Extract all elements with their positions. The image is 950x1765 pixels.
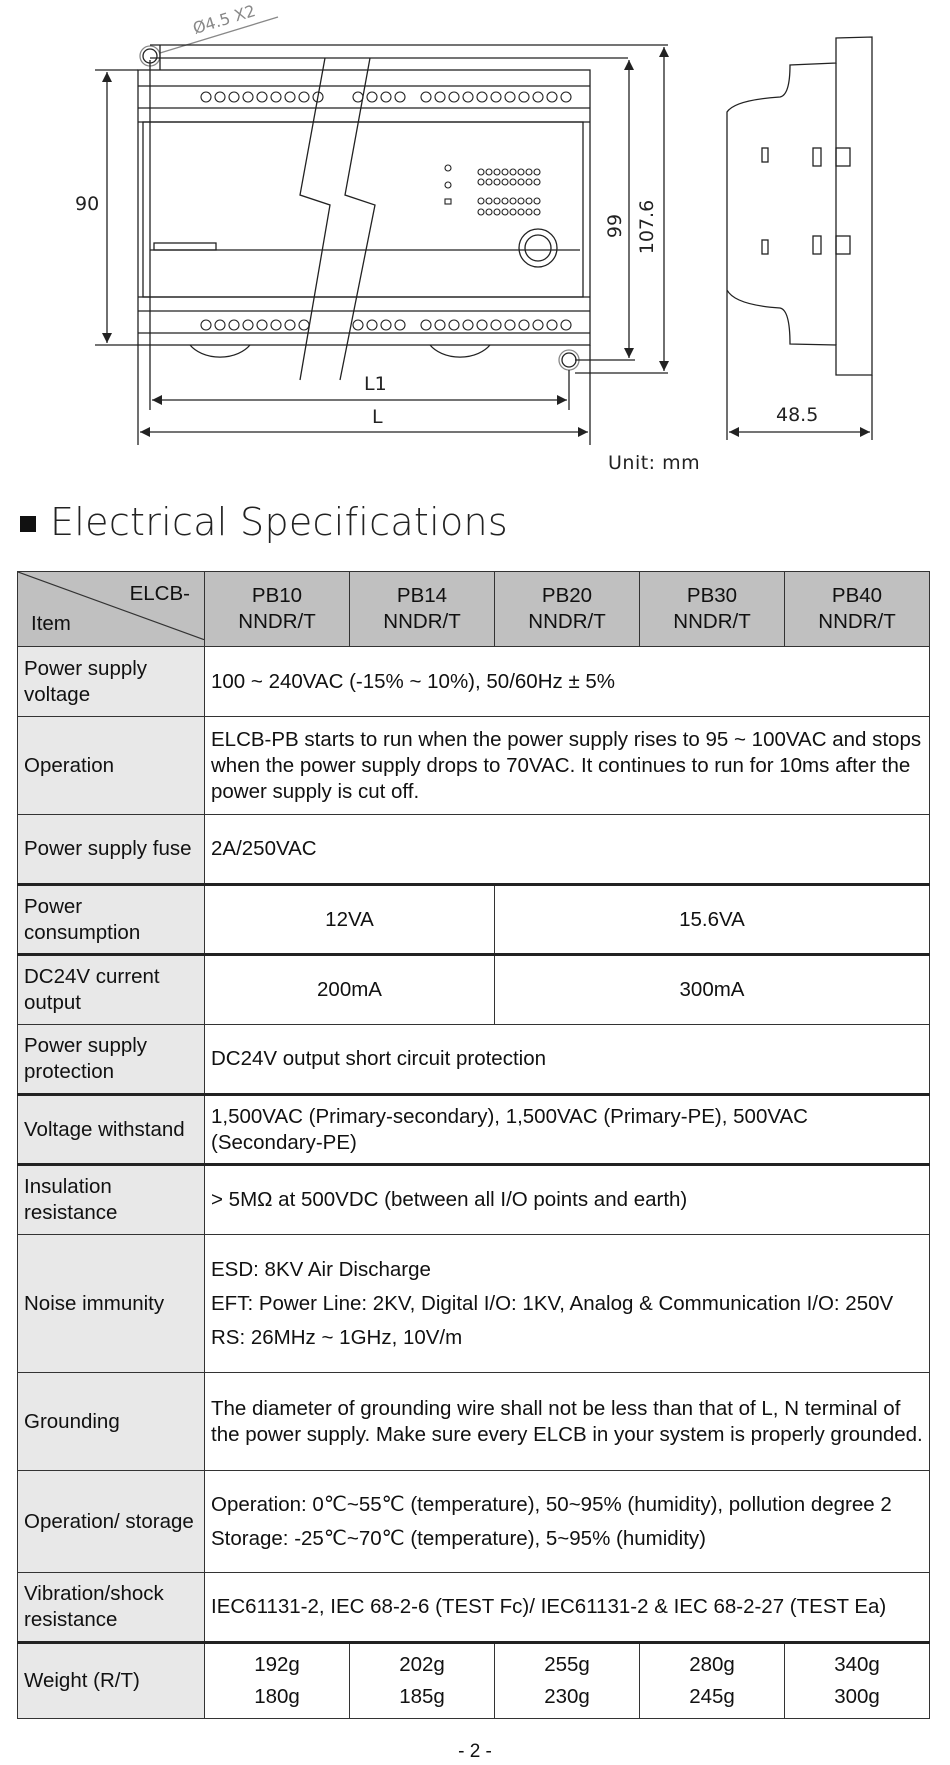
row-label: Power supply voltage (18, 647, 205, 717)
model-header-pb10: PB10 NNDR/T (205, 572, 350, 647)
model-header-pb14: PB14 NNDR/T (350, 572, 495, 647)
row-value: 100 ~ 240VAC (-15% ~ 10%), 50/60Hz ± 5% (205, 647, 930, 717)
row-value: 2A/250VAC (205, 815, 930, 885)
table-header-row (18, 572, 930, 647)
dim-107-6-label: 107.6 (636, 199, 659, 255)
table-row (18, 1643, 930, 1719)
corner-header-cell (18, 572, 205, 647)
row-label: Operation/ storage (18, 1471, 205, 1573)
noise-esd-line: ESD: 8KV Air Discharge (211, 1257, 431, 1281)
storage-temp-line: Storage: -25℃~70℃ (temperature), 5~95% (humidity) (211, 1526, 706, 1550)
page-number: - 2 - (458, 1741, 492, 1762)
corner-model-prefix: ELCB- (129, 582, 190, 605)
row-label: Insulation resistance (18, 1165, 205, 1235)
row-value: The diameter of grounding wire shall not be less than that of L, N terminal of the power supply. Make sure every ELCB in your system is properly grounded. (205, 1373, 930, 1471)
weight-pb20: 255g 230g (495, 1643, 640, 1719)
operation-temp-line: Operation: 0℃~55℃ (temperature), 50~95% (humidity), pollution degree 2 (211, 1492, 892, 1516)
row-label: Power supply fuse (18, 815, 205, 885)
noise-eft-line: EFT: Power Line: 2KV, Digital I/O: 1KV, Analog & Communication I/O: 250V (211, 1291, 894, 1315)
dim-l1-label: L1 (364, 373, 387, 395)
table-row (18, 1025, 930, 1095)
row-label: Vibration/shock resistance (18, 1573, 205, 1643)
model-header-pb20: PB20 NNDR/T (495, 572, 640, 647)
dimension-drawing (0, 0, 950, 480)
model-header-pb40: PB40 NNDR/T (785, 572, 930, 647)
section-heading (20, 500, 508, 544)
table-row (18, 717, 930, 815)
table-row (18, 1165, 930, 1235)
dim-99-label: 99 (604, 213, 627, 239)
row-value: IEC61131-2, IEC 68-2-6 (TEST Fc)/ IEC61131-2 & IEC 68-2-27 (TEST Ea) (205, 1573, 930, 1643)
dim-90-label: 90 (75, 193, 100, 215)
dim-48-5-label: 48.5 (776, 404, 819, 426)
section-title: Electrical Specifications (50, 500, 509, 544)
row-value: 1,500VAC (Primary-secondary), 1,500VAC (Primary-PE), 500VAC (Secondary-PE) (205, 1095, 930, 1165)
electrical-specifications-table (17, 571, 930, 1719)
weight-pb10: 192g 180g (205, 1643, 350, 1719)
hole-diameter-label: Ø4.5 X2 (190, 1, 258, 38)
row-label: DC24V current output (18, 955, 205, 1025)
row-value (205, 1471, 930, 1573)
row-value-pb20-pb40: 15.6VA (495, 885, 930, 955)
table-row (18, 1573, 930, 1643)
row-label: Grounding (18, 1373, 205, 1471)
table-row (18, 1471, 930, 1573)
row-label: Operation (18, 717, 205, 815)
table-row (18, 647, 930, 717)
weight-pb14: 202g 185g (350, 1643, 495, 1719)
dim-l-label: L (372, 406, 383, 428)
row-label: Voltage withstand (18, 1095, 205, 1165)
row-value: > 5MΩ at 500VDC (between all I/O points and earth) (205, 1165, 930, 1235)
square-bullet-icon (20, 516, 36, 532)
row-label: Power consumption (18, 885, 205, 955)
model-header-pb30: PB30 NNDR/T (640, 572, 785, 647)
noise-rs-line: RS: 26MHz ~ 1GHz, 10V/m (211, 1325, 463, 1349)
row-value: ELCB-PB starts to run when the power supply rises to 95 ~ 100VAC and stops when the power supply drops to 70VAC. It continues to run for 10ms after the power supply is cut off. (205, 717, 930, 815)
table-row (18, 955, 930, 1025)
row-label: Power supply protection (18, 1025, 205, 1095)
row-label: Noise immunity (18, 1235, 205, 1373)
row-value-pb10-pb14: 12VA (205, 885, 495, 955)
table-row (18, 1235, 930, 1373)
table-row (18, 1095, 930, 1165)
row-value (205, 1235, 930, 1373)
corner-item-label: Item (31, 612, 71, 635)
unit-label: Unit: mm (608, 452, 701, 474)
table-row (18, 815, 930, 885)
row-value-pb10-pb14: 200mA (205, 955, 495, 1025)
row-label: Weight (R/T) (18, 1643, 205, 1719)
row-value-pb20-pb40: 300mA (495, 955, 930, 1025)
table-row (18, 885, 930, 955)
row-value: DC24V output short circuit protection (205, 1025, 930, 1095)
table-row (18, 1373, 930, 1471)
weight-pb40: 340g 300g (785, 1643, 930, 1719)
weight-pb30: 280g 245g (640, 1643, 785, 1719)
